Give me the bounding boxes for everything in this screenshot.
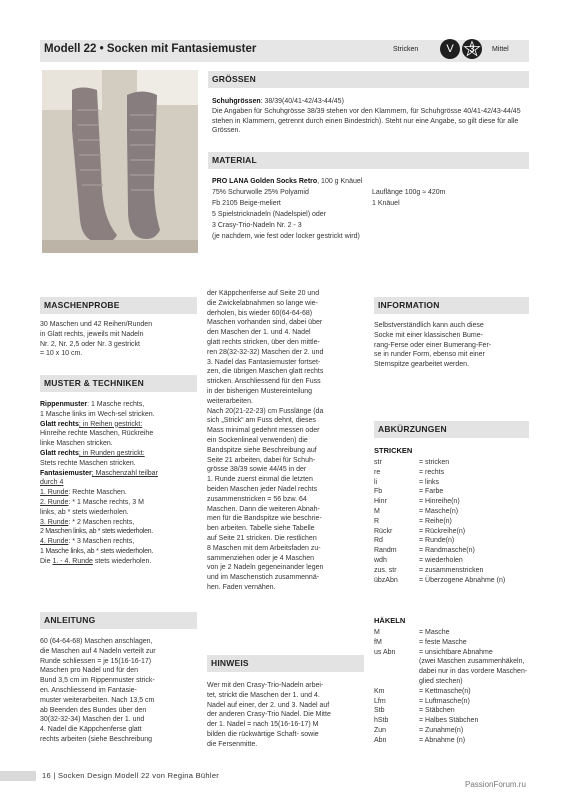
groessen-description: Die Angaben für Schuhgrösse 38/39 stehen vor den Klammern, für Schuhgrösse 40/41-42/43-44/45 stehen in Klammern, getrennt durch einen Bindestrich). Steht nur eine Angabe, so gilt diese für alle Grössen.: [212, 107, 521, 135]
abbreviation-meaning: = links: [419, 478, 440, 486]
abbreviation-key: Abn: [374, 736, 387, 744]
glatt-label-2: Glatt rechts: [40, 449, 79, 457]
rippen-text-2: 1 Masche links im Wech-sel stricken.: [40, 410, 155, 418]
abbreviation-key: übzAbn: [374, 576, 398, 584]
abbreviation-row: [374, 716, 532, 726]
abbreviation-meaning: = Farbe: [419, 488, 444, 496]
abbreviation-row: [374, 527, 532, 537]
hinweis-line: der 1. Nadel = nach 15(16-16-17) M: [207, 721, 319, 729]
socks-photo: [42, 70, 198, 253]
middle-line: der Käppchenferse auf Seite 20 und: [207, 290, 320, 297]
abbreviation-meaning: glied stechen): [419, 678, 463, 685]
abbreviation-key: re: [374, 468, 381, 476]
anleitung-line: Bund 3,5 cm im Rippenmuster strick-: [40, 677, 155, 685]
middle-line: in der bisherigen Mustereinteilung: [207, 387, 313, 395]
round-2-label: 2. Runde: [40, 498, 69, 506]
information-line: rang-Ferse oder einer Bumerang-Fer-: [374, 341, 492, 349]
hinweis-line: bilden die rückwärtige Schaft- sowie: [207, 730, 319, 738]
abbreviation-meaning: = Kettmasche(n): [419, 687, 471, 695]
round-3-text-2: 2 Maschen links, ab * stets wiederholen.: [40, 528, 153, 536]
abbreviation-meaning: (zwei Maschen zusammenhäkeln,: [419, 658, 525, 666]
abbreviation-key: Rückr: [374, 527, 393, 535]
abbreviation-row: [374, 536, 532, 546]
maschenprobe-line: in Glatt rechts, jeweils mit Nadeln: [40, 330, 144, 338]
rippen-text: : 1 Masche rechts,: [87, 401, 145, 408]
middle-line: Maschen vorhanden sind, dabei über: [207, 319, 323, 327]
abbreviation-row: [374, 576, 532, 586]
abbreviation-row: [374, 667, 532, 677]
abbreviation-meaning: = Zunahme(n): [419, 727, 464, 734]
middle-line: beiden Maschen jeder Nadel rechts: [207, 485, 318, 493]
round-4-text-2: 1 Masche links, ab * stets wiederholen.: [40, 547, 154, 555]
abbreviation-row: [374, 566, 532, 576]
abbreviation-key: Km: [374, 687, 385, 695]
section-heading-maschenprobe: MASCHENPROBE: [40, 297, 197, 314]
abbreviation-key: us Abn: [374, 648, 396, 656]
middle-line: 8 Maschen mit dem Arbeitsfaden zu-: [207, 544, 321, 552]
material-row-3: 5 Spielstricknadeln (Nadelspiel) oder: [212, 211, 327, 218]
fanta-sub: ; Maschenzahl teilbar: [91, 469, 158, 477]
abbreviation-key: Zun: [374, 727, 387, 734]
information-line: Selbstverständlich kann auch diese: [374, 322, 484, 329]
abbreviation-meaning: = Luftmasche(n): [419, 697, 470, 705]
middle-line: ben arbeiten. Tabelle siehe Tabelle: [207, 525, 315, 533]
watermark: PassionForum.ru: [465, 780, 526, 789]
round-4-text: : * 3 Maschen rechts,: [68, 538, 135, 546]
section-heading-muster: MUSTER & TECHNIKEN: [40, 375, 197, 392]
difficulty-label: Mittel: [492, 46, 509, 53]
abbreviation-key: Hinr: [374, 498, 387, 506]
haekeln-heading: HÄKELN: [374, 616, 406, 625]
section-heading-material: MATERIAL: [208, 152, 529, 169]
glatt-text-3: Stets rechte Maschen stricken.: [40, 459, 136, 467]
abbreviation-key: fM: [374, 638, 382, 646]
abbreviation-meaning: = feste Masche: [419, 638, 467, 646]
information-line: Sternspitze gearbeitet werden.: [374, 361, 469, 369]
muster-text: [40, 400, 200, 567]
abbreviation-key: Stb: [374, 707, 385, 715]
abbreviation-row: [374, 687, 532, 697]
information-line: se in runder Form, ebenso mit einer: [374, 351, 485, 359]
middle-line: sammenziehen oder je 4 Maschen: [207, 554, 315, 562]
glatt-text: Hinreihe rechte Maschen, Rückreihe: [40, 430, 154, 438]
page-footer: 16 | Socken Design Modell 22 von Regina Bühler: [42, 771, 220, 780]
material-yarn: [212, 177, 527, 187]
yarn-name: PRO LANA Golden Socks Retro: [212, 178, 318, 185]
groessen-text: [212, 97, 527, 136]
round-2-text: : * 1 Masche rechts, 3 M: [68, 498, 144, 506]
middle-line: zusammenstricken = 56 bzw. 64: [207, 495, 307, 503]
abbreviation-row: [374, 726, 532, 736]
knitting-needles-icon: V: [440, 39, 460, 59]
section-heading-groessen: GRÖSSEN: [208, 71, 529, 88]
material-row-1-right: Lauflänge 100g ≈ 420m: [372, 189, 446, 196]
anleitung-line: en. Anschliessend im Fantasie-: [40, 686, 137, 694]
round-3-label: 3. Runde: [40, 518, 69, 526]
abbreviation-meaning: = Rückreihe(n): [419, 527, 466, 535]
glatt-text-2: linke Maschen stricken.: [40, 440, 113, 448]
stricken-heading: STRICKEN: [374, 446, 413, 455]
middle-line: stricken. Anschliessend für den Fuss: [207, 378, 321, 386]
middle-line: glatt rechts stricken, über den mittle-: [207, 338, 320, 346]
abbreviation-row: [374, 638, 532, 648]
abbreviation-row: [374, 507, 532, 517]
abbreviation-meaning: = Runde(n): [419, 537, 455, 545]
abbreviation-row: [374, 628, 532, 638]
anleitung-line: 30(32-32-34) Maschen der 1. und: [40, 716, 145, 724]
material-row-2-right: 1 Knäuel: [372, 200, 400, 207]
abbreviation-row: [374, 468, 532, 478]
maschenprobe-line: Nr. 2, Nr. 2,5 oder Nr. 3 gestrickt: [40, 340, 140, 348]
abbreviation-row: [374, 677, 532, 687]
abbreviation-meaning: = Stäbchen: [419, 707, 455, 715]
hinweis-line: tet, strickt die Maschen der 1. und 4.: [207, 691, 320, 699]
glatt-label: Glatt rechts: [40, 420, 79, 428]
groessen-value: : 38/39(40/41-42/43-44/45): [260, 98, 344, 105]
middle-line: 3. Nadel das Fantasiemuster fortset-: [207, 358, 321, 366]
information-text: [374, 321, 532, 370]
anleitung-text: [40, 637, 200, 745]
abbreviation-key: M: [374, 629, 380, 636]
middle-line: ren 28(32-32-32) Maschen der 2. und: [207, 348, 324, 356]
yarn-weight: , 100 g Knäuel: [317, 178, 363, 185]
abbreviation-row: [374, 487, 532, 497]
round-4-label: 4. Runde: [40, 538, 69, 546]
round-2-text-2: links, ab * stets wiederholen.: [40, 508, 129, 516]
abbreviation-row: [374, 697, 532, 707]
abbreviation-meaning: = stricken: [419, 459, 450, 466]
abbreviation-meaning: = wiederholen: [419, 557, 463, 564]
anleitung-line: muster weiterarbeiten. Nach 13,5 cm: [40, 696, 155, 704]
abbreviation-key: str: [374, 459, 382, 466]
middle-line: auf Seite 21 stricken. Die restlichen: [207, 534, 317, 542]
abbreviation-meaning: = Masche(n): [419, 508, 459, 515]
abbreviation-row: [374, 546, 532, 556]
abbreviation-key: hStb: [374, 717, 389, 725]
middle-line: ein Sockenlineal verwenden) die: [207, 436, 308, 444]
middle-line: weiterarbeiten.: [207, 397, 253, 405]
abbreviation-meaning: = Reihe(n): [419, 517, 452, 525]
material-row-2-left: Fb 2105 Beige-meliert: [212, 200, 281, 207]
abbreviation-meaning: = Überzogene Abnahme (n): [419, 576, 506, 584]
socks-illustration: [42, 70, 198, 253]
round-1-label: 1. Runde: [40, 489, 69, 497]
hinweis-line: Wer mit den Crasy-Trio-Nadeln arbei-: [207, 682, 324, 689]
abbreviation-row: [374, 497, 532, 507]
fanta-label: Fantasiemuster: [40, 469, 92, 477]
middle-line: 1. Runde zuerst einmal die letzten: [207, 476, 313, 484]
middle-line: und im Maschenstich zusammennä-: [207, 574, 320, 582]
maschenprobe-line: = 10 x 10 cm.: [40, 350, 83, 358]
abbreviation-meaning: = rechts: [419, 468, 445, 476]
round-1-text: : Rechte Maschen.: [68, 489, 127, 497]
abbreviation-row: [374, 556, 532, 566]
groessen-label: Schuhgrössen: [212, 98, 261, 105]
material-row-4: 3 Crasy-Trio-Nadeln Nr. 2 - 3: [212, 222, 302, 229]
anleitung-line: Runde schliessen = je 15(16-16-17): [40, 657, 152, 665]
maschenprobe-text: [40, 320, 198, 359]
material-row-1-left: 75% Schurwolle 25% Polyamid: [212, 189, 309, 196]
anleitung-line: 60 (64-64-68) Maschen anschlagen,: [40, 638, 153, 645]
abbreviation-row: [374, 736, 532, 746]
abbreviation-meaning: = Masche: [419, 629, 450, 636]
middle-line: derholen, bis wieder 60(64-64-68): [207, 309, 313, 317]
abbreviation-key: Randm: [374, 547, 397, 555]
middle-line: Mass minimal gedehnt messen oder: [207, 427, 320, 435]
difficulty-level: 3: [469, 44, 475, 54]
abbreviation-key: Lfm: [374, 697, 386, 705]
abbreviation-meaning: dabei nur in das vordere Maschen-: [419, 668, 528, 676]
repeat-post: stets wiederholen.: [92, 557, 152, 565]
page-title: Modell 22 • Socken mit Fantasiemuster: [44, 43, 257, 55]
abbreviation-row: [374, 657, 532, 667]
middle-line: Bandspitze siehe Beschreibung auf: [207, 446, 317, 454]
fanta-sub-2: durch 4: [40, 479, 64, 487]
middle-line: sich „Strick“ am Fuss dehnt, dieses: [207, 417, 316, 425]
middle-line: Nach 20(21-22-23) cm Fusslänge (da: [207, 407, 324, 415]
middle-line: hen. Faden vernähen.: [207, 583, 276, 591]
section-heading-information: INFORMATION: [374, 297, 529, 314]
abbreviation-meaning: = unsichtbare Abnahme: [419, 648, 493, 656]
middle-line: Maschen. Dann die weiteren Abnah-: [207, 505, 320, 513]
anleitung-line: rechts arbeiten (siehe Beschreibung: [40, 735, 153, 743]
round-3-text: : * 2 Maschen rechts,: [68, 518, 135, 526]
middle-line: men für die Bandspitze wie beschrie-: [207, 515, 322, 523]
repeat-rounds: 1. - 4. Runde: [52, 557, 93, 565]
abbreviation-meaning: = Randmasche(n): [419, 547, 475, 555]
maschenprobe-line: 30 Maschen und 42 Reihen/Runden: [40, 321, 153, 328]
abbreviation-row: [374, 478, 532, 488]
abbreviation-key: Rd: [374, 537, 383, 545]
abbreviation-meaning: = Halbes Stäbchen: [419, 717, 479, 725]
anleitung-line: ab Beenden des Bundes über den: [40, 706, 147, 714]
section-heading-hinweis: HINWEIS: [207, 655, 364, 672]
information-line: Socke mit einer klassischen Bume-: [374, 331, 483, 339]
anleitung-line: Maschen pro Nadel und für den: [40, 667, 139, 675]
abbreviation-meaning: = Abnahme (n): [419, 736, 466, 744]
glatt-sub-2: ; in Runden gestrickt:: [78, 449, 145, 457]
hinweis-line: Nadel auf einer, der 2. und 3. Nadel auf: [207, 701, 330, 709]
abbreviation-row: [374, 458, 532, 468]
hinweis-line: die Fersenmitte.: [207, 740, 258, 748]
abbreviation-row: [374, 517, 532, 527]
abbreviation-row: [374, 706, 532, 716]
technique-label: Stricken: [393, 46, 419, 53]
rippen-label: Rippenmuster: [40, 401, 88, 408]
middle-line: die Zwickelabnahmen so lange wie-: [207, 299, 318, 307]
abbreviation-key: li: [374, 478, 378, 486]
abbreviation-key: zus. str: [374, 566, 397, 574]
hinweis-text: [207, 681, 367, 750]
haekeln-abbreviation-list: [374, 628, 532, 758]
abbreviation-row: [374, 648, 532, 658]
middle-line: grösse 38/39 sowie 44/45 in der: [207, 466, 307, 474]
glatt-sub: ; in Reihen gestrickt:: [78, 420, 143, 428]
section-heading-abkuerzungen: ABKÜRZUNGEN: [374, 421, 529, 438]
abbreviation-key: M: [374, 508, 380, 515]
abbreviation-meaning: = zusammenstricken: [419, 566, 484, 574]
abbreviation-key: Fb: [374, 488, 383, 496]
stricken-abbreviation-list: [374, 458, 532, 588]
middle-line: den Maschen der 1. und 4. Nadel: [207, 329, 311, 337]
anleitung-line: die Maschen auf 4 Nadeln verteilt zur: [40, 647, 156, 655]
material-row-5: (je nachdem, wie fest oder locker gestrickt wird): [212, 233, 360, 240]
middle-column-text: [207, 289, 367, 593]
hinweis-line: der anderen Crasy-Trio Nadel. Die Mitte: [207, 711, 331, 719]
middle-line: zen, die übrigen Maschen glatt rechts: [207, 368, 324, 376]
footer-bar: [0, 771, 36, 781]
abbreviation-key: wdh: [374, 557, 387, 564]
section-heading-anleitung: ANLEITUNG: [40, 612, 197, 629]
middle-line: von je 2 Nadeln gegeneinander legen: [207, 564, 324, 572]
anleitung-line: 4. Nadel die Käppchenferse glatt: [40, 726, 142, 734]
middle-line: Seite 21 arbeiten, dabei für Schuh-: [207, 456, 316, 464]
abbreviation-key: R: [374, 517, 380, 525]
abbreviation-meaning: = Hinreihe(n): [419, 498, 460, 506]
repeat-pre: Die: [40, 557, 53, 565]
